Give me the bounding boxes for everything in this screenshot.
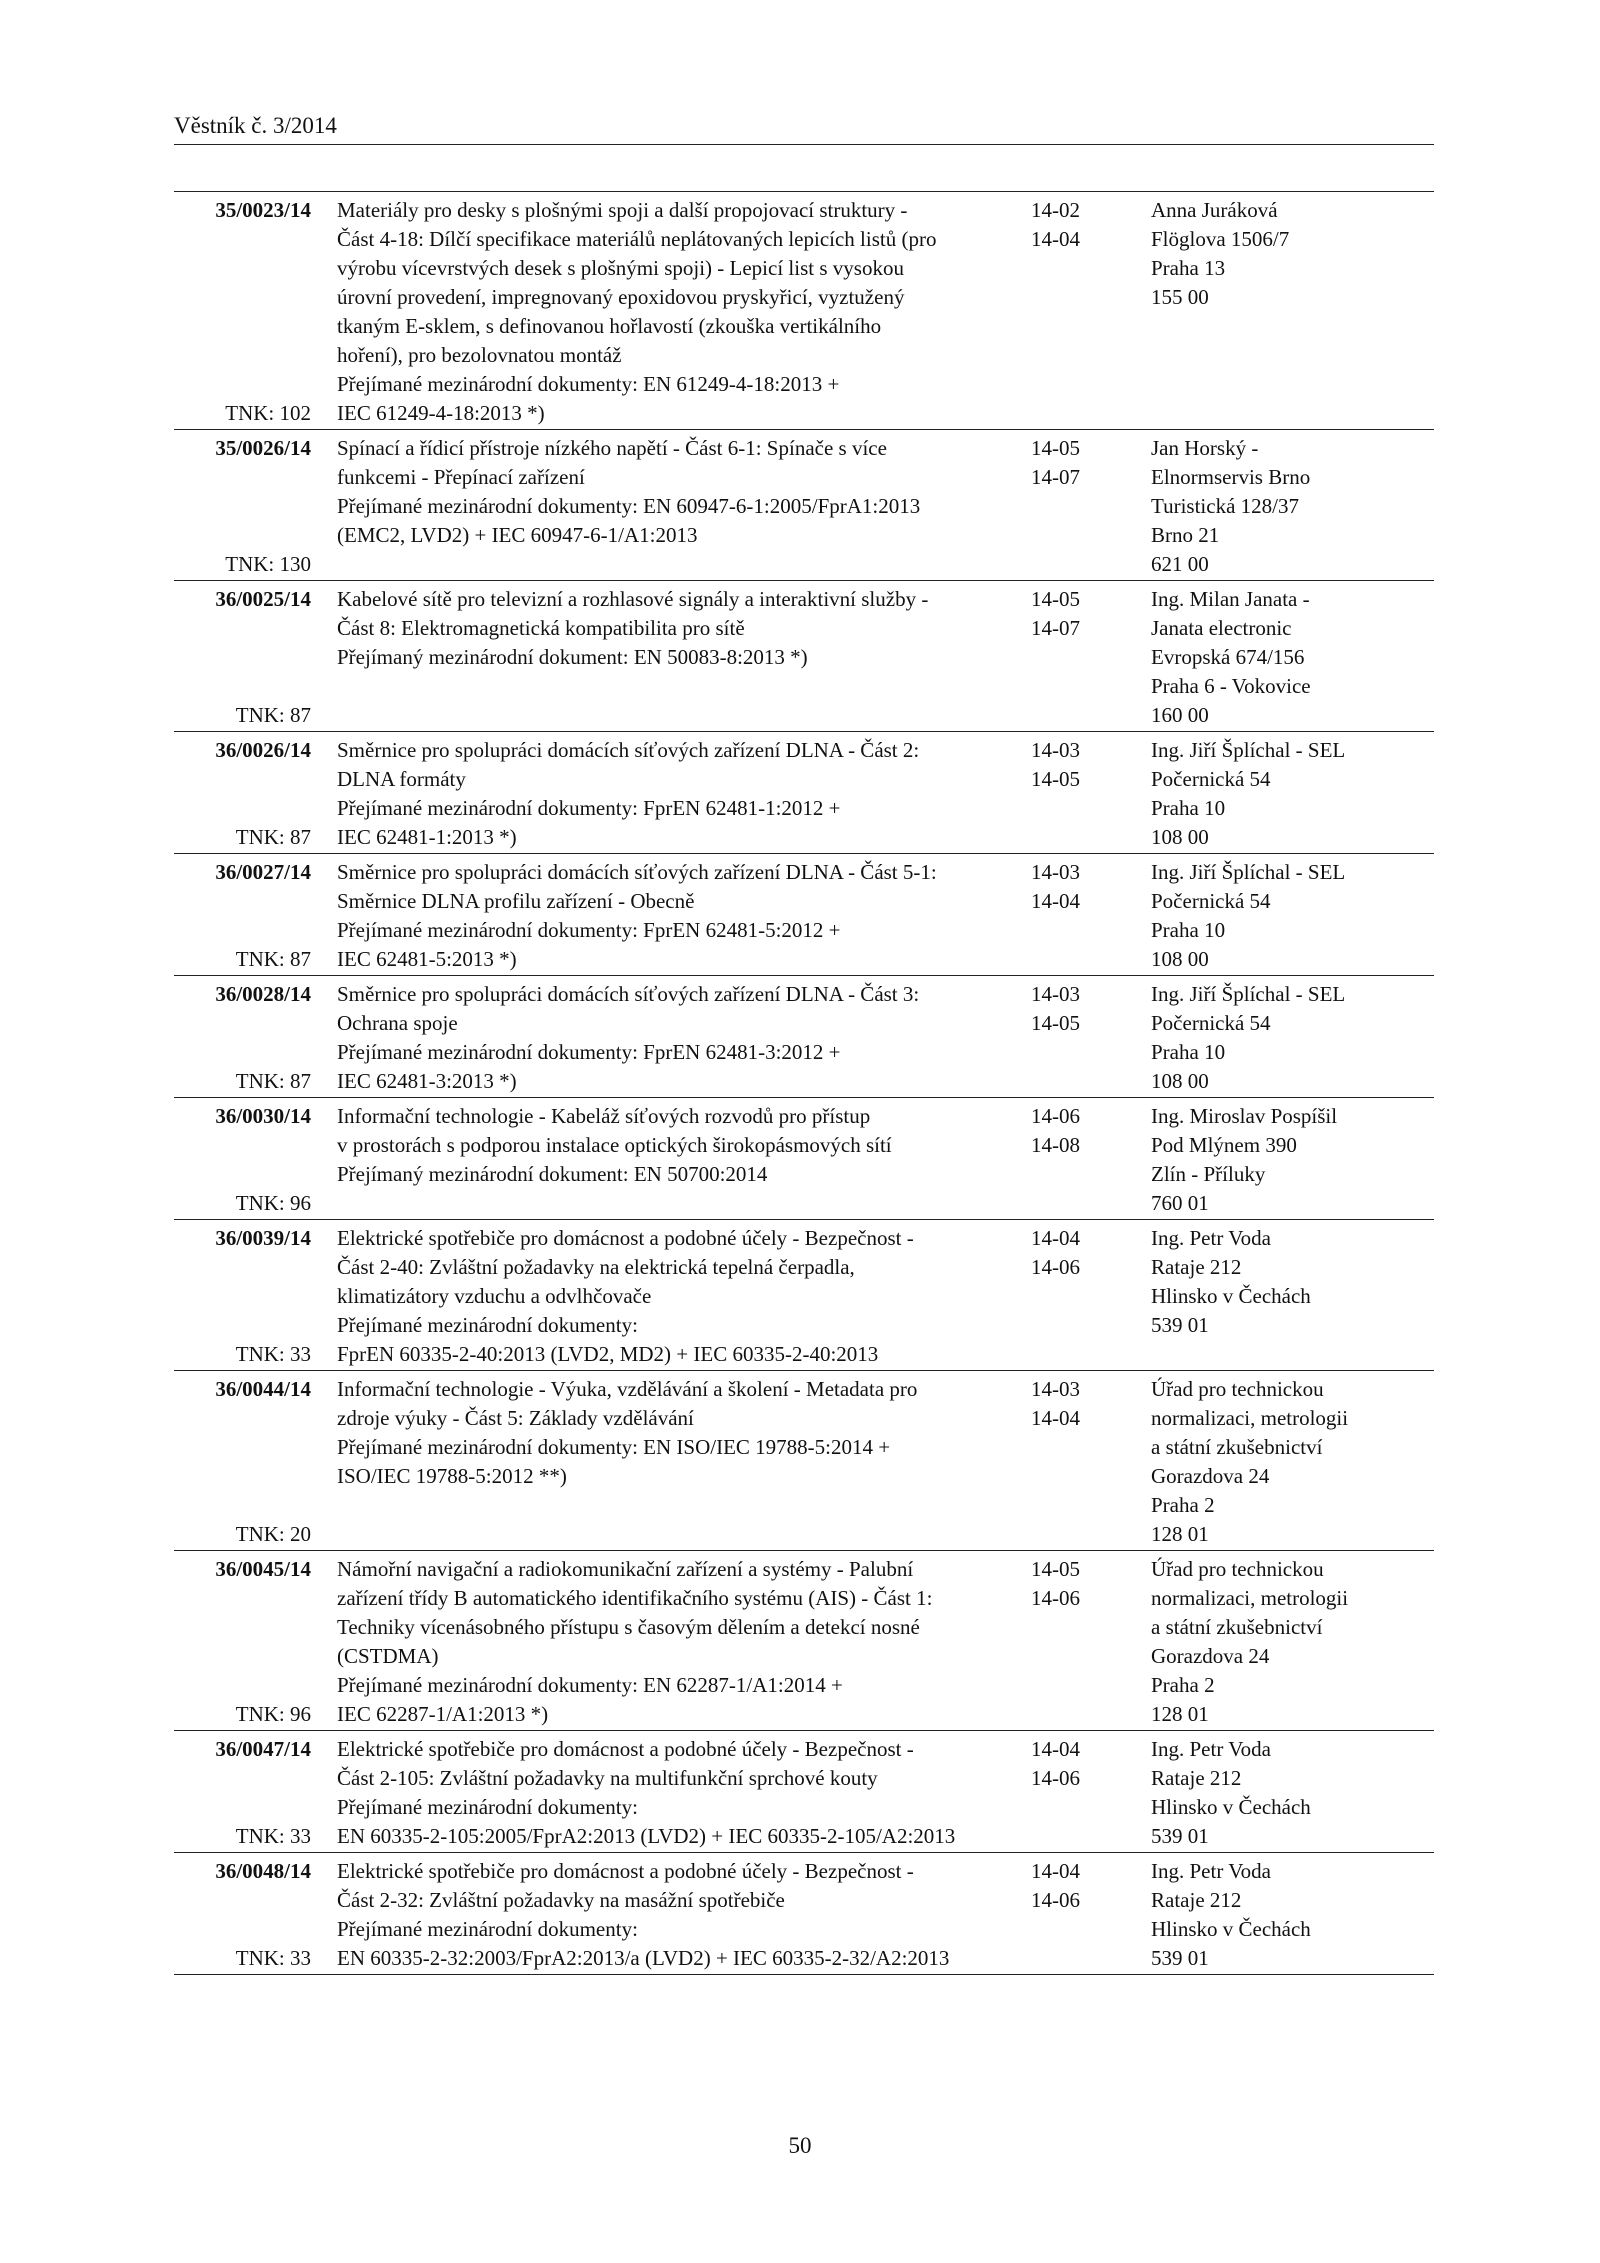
table-row <box>174 1731 1434 1853</box>
entry-contact-line: Úřad pro technickou <box>1151 1557 1324 1581</box>
entry-number: 36/0047/14 <box>215 1737 311 1761</box>
entry-tnk: TNK: 87 <box>235 1069 311 1093</box>
entry-contact <box>1151 196 1434 428</box>
entry-description-line: DLNA formáty <box>337 767 466 791</box>
entry-description-line: IEC 62287-1/A1:2013 *) <box>337 1702 549 1726</box>
entry-dates-line: 14-06 <box>1031 1104 1080 1128</box>
entry-contact-line: Jan Horský - <box>1151 436 1259 460</box>
entry-description-line: Námořní navigační a radiokomunikační zařízení a systémy - Palubní <box>337 1557 914 1581</box>
entry-number: 36/0026/14 <box>215 738 311 762</box>
entry-dates-line: 14-05 <box>1031 587 1080 611</box>
entry-description-line: Informační technologie - Výuka, vzdělávání a školení - Metadata pro <box>337 1377 918 1401</box>
entry-id-cell <box>174 1735 311 1851</box>
entry-contact <box>1151 585 1434 730</box>
entry-contact <box>1151 1102 1434 1218</box>
entry-description-line: Elektrické spotřebiče pro domácnost a podobné účely - Bezpečnost - <box>337 1859 914 1883</box>
entry-dates-line: 14-05 <box>1031 1011 1080 1035</box>
entry-contact-line: Hlinsko v Čechách <box>1151 1795 1311 1819</box>
entry-description-line: v prostorách s podporou instalace optických širokopásmových sítí <box>337 1133 892 1157</box>
entry-dates-line: 14-05 <box>1031 767 1080 791</box>
entry-dates-line: 14-04 <box>1031 1406 1080 1430</box>
entry-contact-line: a státní zkušebnictví <box>1151 1435 1323 1459</box>
entry-description-line: Směrnice pro spolupráci domácích síťových zařízení DLNA - Část 5-1: <box>337 860 937 884</box>
entry-description <box>311 1857 1031 1973</box>
entry-description-line: Přejímané mezinárodní dokumenty: <box>337 1917 638 1941</box>
entry-description <box>311 434 1031 579</box>
entry-description-line: FprEN 60335-2-40:2013 (LVD2, MD2) + IEC 60335-2-40:2013 <box>337 1342 879 1366</box>
table-row <box>174 192 1434 430</box>
entry-contact-line: Turistická 128/37 <box>1151 494 1299 518</box>
entry-description-line: Část 4-18: Dílčí specifikace materiálů neplátovaných lepicích listů (pro <box>337 227 937 251</box>
entry-contact-line: Hlinsko v Čechách <box>1151 1917 1311 1941</box>
entry-description-line: Část 2-105: Zvláštní požadavky na multifunkční sprchové kouty <box>337 1766 878 1790</box>
entry-contact-line: Počernická 54 <box>1151 767 1271 791</box>
table-row <box>174 1220 1434 1371</box>
entry-description-line: Spínací a řídicí přístroje nízkého napětí - Část 6-1: Spínače s více <box>337 436 887 460</box>
entry-description-line: Přejímaný mezinárodní dokument: EN 50700:2014 <box>337 1162 768 1186</box>
bulletin-title: Věstník č. 3/2014 <box>174 113 337 138</box>
entry-description <box>311 980 1031 1096</box>
entry-description-line: Informační technologie - Kabeláž síťových rozvodů pro přístup <box>337 1104 871 1128</box>
entry-dates <box>1031 1735 1151 1851</box>
entry-dates <box>1031 736 1151 852</box>
entry-description-line: Přejímané mezinárodní dokumenty: <box>337 1795 638 1819</box>
entry-number: 36/0025/14 <box>215 587 311 611</box>
entry-contact-line: Ing. Petr Voda <box>1151 1226 1271 1250</box>
entry-contact-line: 539 01 <box>1151 1946 1209 1970</box>
entry-contact-line: Ing. Milan Janata - <box>1151 587 1310 611</box>
entry-contact-line: Praha 10 <box>1151 1040 1226 1064</box>
entry-description-line: EN 60335-2-105:2005/FprA2:2013 (LVD2) + IEC 60335-2-105/A2:2013 <box>337 1824 956 1848</box>
entry-tnk: TNK: 96 <box>235 1191 311 1215</box>
entry-contact-line: Evropská 674/156 <box>1151 645 1305 669</box>
entry-contact-line: Anna Juráková <box>1151 198 1278 222</box>
entry-tnk: TNK: 102 <box>225 401 311 425</box>
entry-contact-line: 621 00 <box>1151 552 1209 576</box>
page-header <box>174 110 1434 145</box>
entry-description-line: IEC 62481-3:2013 *) <box>337 1069 517 1093</box>
entry-tnk: TNK: 87 <box>235 947 311 971</box>
entry-tnk: TNK: 130 <box>225 552 311 576</box>
entry-description-line: Směrnice pro spolupráci domácích síťových zařízení DLNA - Část 3: <box>337 982 920 1006</box>
entry-contact-line: Rataje 212 <box>1151 1255 1242 1279</box>
entry-description <box>311 1555 1031 1729</box>
entry-dates-line: 14-06 <box>1031 1255 1080 1279</box>
entry-description-line: ISO/IEC 19788-5:2012 **) <box>337 1464 567 1488</box>
entry-contact-line: 128 01 <box>1151 1522 1209 1546</box>
entry-contact-line: Praha 2 <box>1151 1493 1215 1517</box>
entry-id-cell <box>174 585 311 730</box>
entry-description-line: Přejímané mezinárodní dokumenty: EN 61249-4-18:2013 + <box>337 372 840 396</box>
entry-dates <box>1031 858 1151 974</box>
entry-number: 36/0027/14 <box>215 860 311 884</box>
entry-contact <box>1151 1857 1434 1973</box>
entry-number: 36/0030/14 <box>215 1104 311 1128</box>
entry-contact-line: Rataje 212 <box>1151 1888 1242 1912</box>
entry-dates-line: 14-06 <box>1031 1888 1080 1912</box>
entry-description-line: Přejímané mezinárodní dokumenty: EN 60947-6-1:2005/FprA1:2013 <box>337 494 921 518</box>
entry-number: 35/0023/14 <box>215 198 311 222</box>
entry-contact-line: Zlín - Příluky <box>1151 1162 1266 1186</box>
entry-description <box>311 1224 1031 1369</box>
entry-description-line: IEC 62481-5:2013 *) <box>337 947 517 971</box>
table-row <box>174 430 1434 581</box>
entry-dates-line: 14-04 <box>1031 1859 1080 1883</box>
entry-contact-line: 155 00 <box>1151 285 1209 309</box>
entry-contact-line: Ing. Jiří Šplíchal - SEL <box>1151 982 1346 1006</box>
entry-description-line: funkcemi - Přepínací zařízení <box>337 465 585 489</box>
table-row <box>174 1853 1434 1974</box>
entry-contact-line: Praha 10 <box>1151 918 1226 942</box>
entry-contact <box>1151 858 1434 974</box>
entry-id-cell <box>174 736 311 852</box>
entry-description-line: zdroje výuky - Část 5: Základy vzdělávání <box>337 1406 694 1430</box>
entry-contact <box>1151 736 1434 852</box>
entry-contact-line: 539 01 <box>1151 1824 1209 1848</box>
entry-description <box>311 858 1031 974</box>
entry-description-line: Kabelové sítě pro televizní a rozhlasové signály a interaktivní služby - <box>337 587 929 611</box>
entry-contact-line: 128 01 <box>1151 1702 1209 1726</box>
entry-contact-line: Ing. Jiří Šplíchal - SEL <box>1151 738 1346 762</box>
entry-dates <box>1031 196 1151 428</box>
entry-dates <box>1031 434 1151 579</box>
entry-contact <box>1151 980 1434 1096</box>
entry-description-line: výrobu vícevrstvých desek s plošnými spoji) - Lepicí list s vysokou <box>337 256 904 280</box>
table-row <box>174 732 1434 854</box>
entry-dates-line: 14-03 <box>1031 982 1080 1006</box>
page-number: 50 <box>788 2133 812 2158</box>
entry-description <box>311 736 1031 852</box>
entry-description-line: hoření), pro bezolovnatou montáž <box>337 343 622 367</box>
entry-description-line: (CSTDMA) <box>337 1644 439 1668</box>
entry-contact-line: Hlinsko v Čechách <box>1151 1284 1311 1308</box>
entry-description <box>311 196 1031 428</box>
entry-contact-line: Praha 13 <box>1151 256 1226 280</box>
entry-description-line: Směrnice pro spolupráci domácích síťových zařízení DLNA - Část 2: <box>337 738 920 762</box>
entry-number: 36/0048/14 <box>215 1859 311 1883</box>
entry-contact-line: Ing. Petr Voda <box>1151 1737 1271 1761</box>
entry-contact <box>1151 1224 1434 1369</box>
entry-contact-line: Úřad pro technickou <box>1151 1377 1324 1401</box>
entry-contact-line: 108 00 <box>1151 825 1209 849</box>
entry-tnk: TNK: 87 <box>235 825 311 849</box>
entry-dates <box>1031 1555 1151 1729</box>
entry-dates-line: 14-04 <box>1031 227 1080 251</box>
entry-contact-line: Janata electronic <box>1151 616 1292 640</box>
entry-contact-line: Pod Mlýnem 390 <box>1151 1133 1297 1157</box>
entry-dates <box>1031 1102 1151 1218</box>
entry-id-cell <box>174 1102 311 1218</box>
entry-contact-line: Praha 10 <box>1151 796 1226 820</box>
entry-contact-line: 539 01 <box>1151 1313 1209 1337</box>
table-row <box>174 854 1434 976</box>
entry-tnk: TNK: 87 <box>235 703 311 727</box>
entry-description-line: IEC 61249-4-18:2013 *) <box>337 401 545 425</box>
entry-id-cell <box>174 1224 311 1369</box>
entry-description-line: Část 8: Elektromagnetická kompatibilita pro sítě <box>337 616 745 640</box>
entry-contact-line: Ing. Miroslav Pospíšil <box>1151 1104 1338 1128</box>
entry-contact-line: 160 00 <box>1151 703 1209 727</box>
table-row <box>174 1551 1434 1731</box>
entry-number: 35/0026/14 <box>215 436 311 460</box>
entry-dates-line: 14-03 <box>1031 860 1080 884</box>
entry-contact-line: Počernická 54 <box>1151 1011 1271 1035</box>
table-row <box>174 976 1434 1098</box>
entry-dates <box>1031 1224 1151 1369</box>
entry-contact-line: Gorazdova 24 <box>1151 1464 1270 1488</box>
entry-id-cell <box>174 1375 311 1549</box>
entry-description-line: Přejímané mezinárodní dokumenty: FprEN 62481-5:2012 + <box>337 918 841 942</box>
entry-dates-line: 14-05 <box>1031 436 1080 460</box>
entry-contact-line: Elnormservis Brno <box>1151 465 1311 489</box>
entry-contact-line: Ing. Petr Voda <box>1151 1859 1271 1883</box>
entry-dates <box>1031 1857 1151 1973</box>
entry-description-line: zařízení třídy B automatického identifikačního systému (AIS) - Část 1: <box>337 1586 933 1610</box>
entry-description-line: Přejímané mezinárodní dokumenty: FprEN 62481-1:2012 + <box>337 796 841 820</box>
entry-contact-line: Gorazdova 24 <box>1151 1644 1270 1668</box>
entry-description-line: Elektrické spotřebiče pro domácnost a podobné účely - Bezpečnost - <box>337 1737 914 1761</box>
entry-dates <box>1031 1375 1151 1549</box>
entry-description-line: (EMC2, LVD2) + IEC 60947-6-1/A1:2013 <box>337 523 698 547</box>
entry-description-line: Přejímaný mezinárodní dokument: EN 50083-8:2013 *) <box>337 645 808 669</box>
entry-id-cell <box>174 980 311 1096</box>
entry-contact-line: Praha 6 - Vokovice <box>1151 674 1311 698</box>
entry-description-line: Techniky vícenásobného přístupu s časovým dělením a detekcí nosné <box>337 1615 920 1639</box>
entry-number: 36/0028/14 <box>215 982 311 1006</box>
entry-id-cell <box>174 196 311 428</box>
entry-dates-line: 14-02 <box>1031 198 1080 222</box>
entry-dates-line: 14-03 <box>1031 738 1080 762</box>
entry-contact-line: 108 00 <box>1151 1069 1209 1093</box>
entry-description <box>311 1375 1031 1549</box>
entry-dates-line: 14-03 <box>1031 1377 1080 1401</box>
entry-id-cell <box>174 434 311 579</box>
entry-description-line: Ochrana spoje <box>337 1011 458 1035</box>
entry-dates-line: 14-06 <box>1031 1586 1080 1610</box>
entry-dates-line: 14-04 <box>1031 1226 1080 1250</box>
entry-description-line: EN 60335-2-32:2003/FprA2:2013/a (LVD2) + IEC 60335-2-32/A2:2013 <box>337 1946 950 1970</box>
entry-contact <box>1151 1555 1434 1729</box>
entry-contact-line: Ing. Jiří Šplíchal - SEL <box>1151 860 1346 884</box>
entry-tnk: TNK: 33 <box>235 1824 311 1848</box>
entry-contact <box>1151 434 1434 579</box>
entry-description <box>311 1102 1031 1218</box>
entry-description-line: Část 2-40: Zvláštní požadavky na elektrická tepelná čerpadla, <box>337 1255 855 1279</box>
entry-contact-line: 760 01 <box>1151 1191 1209 1215</box>
entry-description-line: tkaným E-sklem, s definovanou hořlavostí (zkouška vertikálního <box>337 314 882 338</box>
entry-description-line: Přejímané mezinárodní dokumenty: EN 62287-1/A1:2014 + <box>337 1673 843 1697</box>
entry-description <box>311 1735 1031 1851</box>
entry-description-line: Materiály pro desky s plošnými spoji a další propojovací struktury - <box>337 198 908 222</box>
entry-contact-line: 108 00 <box>1151 947 1209 971</box>
entry-dates-line: 14-07 <box>1031 616 1080 640</box>
standards-table <box>174 191 1434 1975</box>
table-row <box>174 1371 1434 1551</box>
entry-number: 36/0044/14 <box>215 1377 311 1401</box>
entry-dates-line: 14-08 <box>1031 1133 1080 1157</box>
entry-dates-line: 14-04 <box>1031 1737 1080 1761</box>
entry-description <box>311 585 1031 730</box>
entry-contact-line: Brno 21 <box>1151 523 1220 547</box>
entry-contact <box>1151 1735 1434 1851</box>
entry-description-line: Přejímané mezinárodní dokumenty: EN ISO/IEC 19788-5:2014 + <box>337 1435 891 1459</box>
entry-id-cell <box>174 1857 311 1973</box>
entry-dates <box>1031 980 1151 1096</box>
entry-description-line: IEC 62481-1:2013 *) <box>337 825 517 849</box>
entry-description-line: Směrnice DLNA profilu zařízení - Obecně <box>337 889 695 913</box>
entry-number: 36/0039/14 <box>215 1226 311 1250</box>
entry-description-line: klimatizátory vzduchu a odvlhčovače <box>337 1284 652 1308</box>
entry-tnk: TNK: 33 <box>235 1342 311 1366</box>
entry-tnk: TNK: 33 <box>235 1946 311 1970</box>
entry-contact-line: normalizaci, metrologii <box>1151 1586 1349 1610</box>
entry-dates-line: 14-06 <box>1031 1766 1080 1790</box>
entry-description-line: Část 2-32: Zvláštní požadavky na masážní spotřebiče <box>337 1888 785 1912</box>
table-row <box>174 1098 1434 1220</box>
entry-contact-line: Praha 2 <box>1151 1673 1215 1697</box>
entry-dates-line: 14-07 <box>1031 465 1080 489</box>
entry-number: 36/0045/14 <box>215 1557 311 1581</box>
entry-dates-line: 14-05 <box>1031 1557 1080 1581</box>
entry-contact-line: Flöglova 1506/7 <box>1151 227 1290 251</box>
entry-tnk: TNK: 20 <box>235 1522 311 1546</box>
entry-contact-line: normalizaci, metrologii <box>1151 1406 1349 1430</box>
entry-description-line: Přejímané mezinárodní dokumenty: FprEN 62481-3:2012 + <box>337 1040 841 1064</box>
entry-id-cell <box>174 858 311 974</box>
entry-contact <box>1151 1375 1434 1549</box>
entry-dates <box>1031 585 1151 730</box>
entry-description-line: úrovní provedení, impregnovaný epoxidovou pryskyřicí, vyztužený <box>337 285 905 309</box>
entry-description-line: Elektrické spotřebiče pro domácnost a podobné účely - Bezpečnost - <box>337 1226 914 1250</box>
entry-dates-line: 14-04 <box>1031 889 1080 913</box>
table-row <box>174 581 1434 732</box>
entry-contact-line: Rataje 212 <box>1151 1766 1242 1790</box>
entry-tnk: TNK: 96 <box>235 1702 311 1726</box>
entry-contact-line: Počernická 54 <box>1151 889 1271 913</box>
entry-id-cell <box>174 1555 311 1729</box>
entry-description-line: Přejímané mezinárodní dokumenty: <box>337 1313 638 1337</box>
entry-contact-line: a státní zkušebnictví <box>1151 1615 1323 1639</box>
